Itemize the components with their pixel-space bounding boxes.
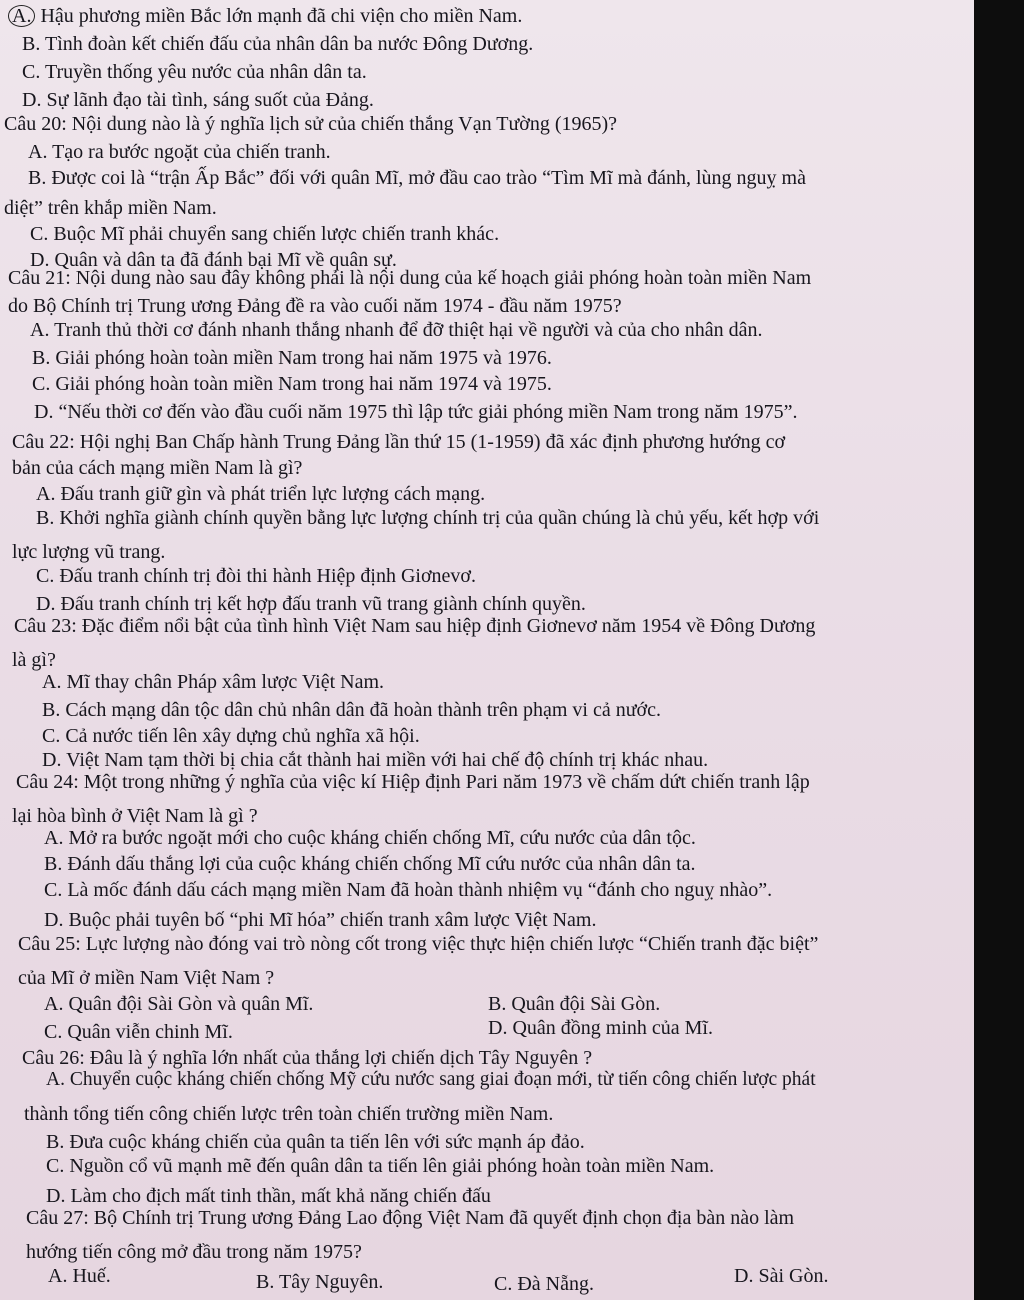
option-27d: D. Sài Gòn. — [734, 1265, 829, 1287]
option-25b: B. Quân đội Sài Gòn. — [488, 993, 661, 1015]
option-20b-line1: B. Được coi là “trận Ấp Bắc” đối với quân Mĩ, mở đầu cao trào “Tìm Mĩ mà đánh, lùng nguỵ mà — [28, 167, 806, 189]
option-22d: D. Đấu tranh chính trị kết hợp đấu tranh vũ trang giành chính quyền. — [36, 593, 586, 615]
option-26d: D. Làm cho địch mất tinh thần, mất khả năng chiến đấu — [46, 1185, 491, 1207]
option-22b-line2: lực lượng vũ trang. — [12, 541, 166, 563]
option-23b: B. Cách mạng dân tộc dân chủ nhân dân đã hoàn thành trên phạm vi cả nước. — [42, 699, 662, 721]
option-22b-line1: B. Khởi nghĩa giành chính quyền bằng lực lượng chính trị của quần chúng là chủ yếu, kết hợp với — [36, 507, 820, 529]
question-21-stem-line1: Câu 21: Nội dung nào sau đây không phải là nội dung của kế hoạch giải phóng hoàn toàn miền Nam — [8, 267, 812, 289]
option-19d: D. Sự lãnh đạo tài tình, sáng suốt của Đảng. — [22, 89, 374, 111]
option-19b: B. Tình đoàn kết chiến đấu của nhân dân ba nước Đông Dương. — [22, 33, 534, 55]
question-27-stem-line2: hướng tiến công mở đầu trong năm 1975? — [26, 1241, 362, 1263]
option-24c: C. Là mốc đánh dấu cách mạng miền Nam đã hoàn thành nhiệm vụ “đánh cho nguỵ nhào”. — [44, 879, 773, 901]
option-22a: A. Đấu tranh giữ gìn và phát triển lực lượng cách mạng. — [36, 483, 486, 505]
option-21a: A. Tranh thủ thời cơ đánh nhanh thắng nhanh để đỡ thiệt hại về người và của cho nhân dân. — [30, 319, 763, 341]
option-22c: C. Đấu tranh chính trị đòi thi hành Hiệp định Giơnevơ. — [36, 565, 476, 587]
option-26b: B. Đưa cuộc kháng chiến của quân ta tiến lên với sức mạnh áp đảo. — [46, 1131, 585, 1153]
question-24-stem-line2: lại hòa bình ở Việt Nam là gì ? — [12, 805, 258, 827]
question-24-stem-line1: Câu 24: Một trong những ý nghĩa của việc kí Hiệp định Pari năm 1973 về chấm dứt chiến tranh lập — [16, 771, 810, 793]
option-20d: D. Quân và dân ta đã đánh bại Mĩ về quân sự. — [30, 249, 397, 271]
option-21c: C. Giải phóng hoàn toàn miền Nam trong hai năm 1974 và 1975. — [32, 373, 552, 395]
option-27b: B. Tây Nguyên. — [256, 1271, 384, 1293]
option-23a: A. Mĩ thay chân Pháp xâm lược Việt Nam. — [42, 671, 385, 693]
option-27c: C. Đà Nẵng. — [494, 1273, 594, 1295]
option-20c: C. Buộc Mĩ phải chuyển sang chiến lược chiến tranh khác. — [30, 223, 500, 245]
option-19a-text: Hậu phương miền Bắc lớn mạnh đã chi viện cho miền Nam. — [40, 5, 523, 27]
option-26a-line2: thành tổng tiến công chiến lược trên toàn chiến trường miền Nam. — [24, 1103, 554, 1125]
option-20a: A. Tạo ra bước ngoặt của chiến tranh. — [28, 141, 331, 163]
option-21b: B. Giải phóng hoàn toàn miền Nam trong hai năm 1975 và 1976. — [32, 347, 552, 369]
question-23-stem-line2: là gì? — [12, 649, 56, 671]
question-22-stem-line2: bản của cách mạng miền Nam là gì? — [12, 457, 303, 479]
question-20-stem: Câu 20: Nội dung nào là ý nghĩa lịch sử của chiến thắng Vạn Tường (1965)? — [4, 113, 618, 135]
option-25d: D. Quân đồng minh của Mĩ. — [488, 1017, 713, 1039]
question-25-stem-line1: Câu 25: Lực lượng nào đóng vai trò nòng cốt trong việc thực hiện chiến lược “Chiến tranh đặc biệt” — [18, 933, 819, 955]
question-26-stem: Câu 26: Đâu là ý nghĩa lớn nhất của thắng lợi chiến dịch Tây Nguyên ? — [22, 1047, 593, 1069]
option-26c: C. Nguồn cổ vũ mạnh mẽ đến quân dân ta tiến lên giải phóng hoàn toàn miền Nam. — [46, 1155, 715, 1177]
option-19c: C. Truyền thống yêu nước của nhân dân ta. — [22, 61, 367, 83]
option-20b-line2: diệt” trên khắp miền Nam. — [4, 197, 217, 219]
option-23d: D. Việt Nam tạm thời bị chia cắt thành hai miền với hai chế độ chính trị khác nhau. — [42, 749, 709, 771]
option-21d: D. “Nếu thời cơ đến vào đầu cuối năm 1975 thì lập tức giải phóng miền Nam trong năm 1975”. — [34, 401, 798, 423]
option-27a: A. Huế. — [48, 1265, 111, 1287]
option-19a — [8, 4, 522, 28]
option-25a: A. Quân đội Sài Gòn và quân Mĩ. — [44, 993, 314, 1015]
question-21-stem-line2: do Bộ Chính trị Trung ương Đảng đề ra vào cuối năm 1974 - đầu năm 1975? — [8, 295, 622, 317]
question-22-stem-line1: Câu 22: Hội nghị Ban Chấp hành Trung Đảng lần thứ 15 (1-1959) đã xác định phương hướng cơ — [12, 431, 786, 453]
option-24a: A. Mở ra bước ngoặt mới cho cuộc kháng chiến chống Mĩ, cứu nước của dân tộc. — [44, 827, 696, 849]
question-27-stem-line1: Câu 27: Bộ Chính trị Trung ương Đảng Lao động Việt Nam đã quyết định chọn địa bàn nào làm — [26, 1207, 795, 1229]
answer-circle-mark: A. — [8, 5, 35, 27]
option-24d: D. Buộc phải tuyên bố “phi Mĩ hóa” chiến tranh xâm lược Việt Nam. — [44, 909, 597, 931]
option-24b: B. Đánh dấu thắng lợi của cuộc kháng chiến chống Mĩ cứu nước của nhân dân ta. — [44, 853, 696, 875]
option-26a-line1: A. Chuyển cuộc kháng chiến chống Mỹ cứu nước sang giai đoạn mới, từ tiến công chiến lược phát — [46, 1069, 816, 1090]
question-23-stem-line1: Câu 23: Đặc điểm nổi bật của tình hình Việt Nam sau hiệp định Giơnevơ năm 1954 về Đông Dương — [14, 615, 816, 637]
question-25-stem-line2: của Mĩ ở miền Nam Việt Nam ? — [18, 967, 275, 989]
option-25c: C. Quân viễn chinh Mĩ. — [44, 1021, 233, 1043]
option-23c: C. Cả nước tiến lên xây dựng chủ nghĩa xã hội. — [42, 725, 420, 747]
